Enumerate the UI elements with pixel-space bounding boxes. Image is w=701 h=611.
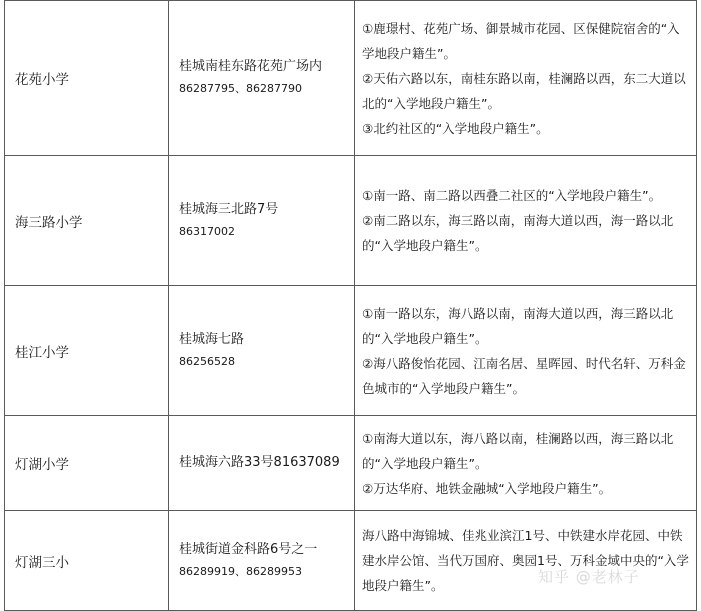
school-phone: 86317002	[179, 224, 235, 238]
enrollment-area-cell	[355, 156, 697, 286]
address-cell	[169, 156, 355, 286]
address-cell	[169, 511, 355, 611]
school-phone: 86256528	[179, 354, 235, 368]
address-cell	[169, 286, 355, 416]
school-address: 桂城街道金科路6号之一	[179, 541, 318, 557]
school-name-cell	[5, 1, 169, 156]
school-phone: 86287795、86287790	[179, 82, 302, 95]
school-name: 灯湖小学	[15, 457, 69, 473]
enrollment-area-cell	[355, 286, 697, 416]
school-address: 桂城南桂东路花苑广场内	[179, 59, 323, 74]
area-item: ②海八路俊怡花园、江南名居、星晖园、时代名轩、万科金色城市的“入学地段户籍生”。	[362, 355, 686, 396]
table-row	[5, 416, 697, 511]
area-item: ③北约社区的“入学地段户籍生”。	[362, 120, 549, 136]
school-address: 桂城海七路	[179, 331, 245, 347]
school-name: 桂江小学	[15, 344, 69, 361]
area-item: ②南二路以东，海三路以南，南海大道以西，海一路以北的“入学地段户籍生”。	[362, 213, 674, 253]
table-row	[5, 511, 697, 611]
table-row	[5, 1, 697, 156]
school-name-cell	[5, 511, 169, 611]
school-name-cell	[5, 286, 169, 416]
table-row	[5, 286, 697, 416]
table-row	[5, 156, 697, 286]
school-district-table	[4, 0, 697, 611]
school-address: 桂城海六路33号81637089	[179, 455, 340, 470]
school-address: 桂城海三北路7号	[179, 201, 279, 217]
enrollment-area-cell	[355, 511, 697, 611]
area-item: ②万达华府、地铁金融城“入学地段户籍生”。	[362, 480, 612, 496]
address-cell	[169, 1, 355, 156]
school-name: 灯湖三小	[15, 554, 69, 571]
area-item: ①鹿璟村、花苑广场、御景城市花园、区保健院宿舍的“入学地段户籍生”。	[362, 20, 680, 61]
school-name-cell	[5, 156, 169, 286]
area-item: ①南海大道以东，海八路以南，桂澜路以西，海三路以北的“入学地段户籍生”。	[362, 430, 674, 471]
school-name: 花苑小学	[15, 72, 69, 88]
area-item: ①南一路、南二路以西叠二社区的“入学地段户籍生”。	[362, 188, 662, 203]
area-item: 海八路中海锦城、佳兆业滨江1号、中铁建水岸花园、中铁建水岸公馆、当代万国府、奥园1号、万科金域中央的“入学地段户籍生”。	[362, 528, 689, 593]
address-cell	[169, 416, 355, 511]
zhihu-watermark: 知乎 @老林子	[538, 568, 640, 586]
enrollment-area-cell	[355, 416, 697, 511]
enrollment-area-cell	[355, 1, 697, 156]
school-phone: 86289919、86289953	[179, 564, 302, 578]
school-name-cell	[5, 416, 169, 511]
area-item: ①南一路以东，海八路以南，南海大道以西，海三路以北的“入学地段户籍生”。	[362, 305, 674, 346]
area-item: ②天佑六路以东，南桂东路以南，桂澜路以西，东二大道以北的“入学地段户籍生”。	[362, 70, 686, 111]
school-name: 海三路小学	[15, 214, 83, 231]
